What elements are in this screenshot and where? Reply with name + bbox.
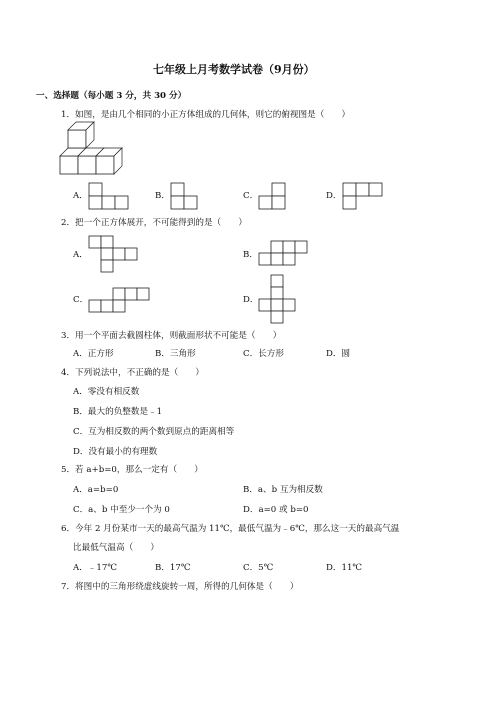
q2-option-b-net [258,240,310,270]
q6-option-d: D．11℃ [326,563,363,573]
q2-option-c: C． [73,295,89,305]
q5-option-c: C．a、b 中至少一个为 0 [73,505,170,515]
q5-option-b: B．a、b 互为相反数 [243,485,323,495]
question-4-stem: 4．下列说法中，不正确的是（ ） [61,368,204,378]
question-3-stem: 3．用一个平面去截圆柱体，则截面形状不可能是（ ） [61,331,282,341]
q1-option-b-figure [170,182,202,212]
page-title: 七年级上月考数学试卷（9月份） [153,63,315,76]
q1-option-c: C． [243,191,259,201]
q1-option-a-figure [88,182,132,212]
q4-option-c: C．互为相反数的两个数到原点的距离相等 [73,427,235,437]
q4-option-a: A．零没有相反数 [73,387,140,397]
q4-option-b: B．最大的负整数是﹣1 [73,407,163,417]
cube-solid-figure [60,128,120,176]
q5-option-a: A．a=b=0 [73,485,119,495]
q2-option-d: D． [243,295,259,305]
cube-front-bottom-left [60,156,78,174]
question-7-stem: 7．将图中的三角形绕虚线旋转一周，所得的几何体是（ ） [61,582,299,592]
q1-option-b: B． [155,191,170,201]
q2-option-b: B． [243,250,258,260]
q1-option-a: A． [73,191,88,201]
q4-option-d: D．没有最小的有理数 [73,447,158,457]
q6-option-c: C．5℃ [243,563,274,573]
q6-option-b: B．17℃ [155,563,191,573]
q1-option-d: D． [326,191,342,201]
question-6-stem-line1: 6．今年 2 月份某市一天的最高气温为 11℃，最低气温为﹣6℃，那么这一天的最高气温 [61,524,400,534]
question-5-stem: 5．若 a+b=0，那么一定有（ ） [61,465,203,475]
q2-option-a-net [88,235,140,275]
question-1-stem: 1．如图，是由几个相同的小正方体组成的几何体，则它的俯视图是（ ） [61,110,351,120]
q2-option-c-net [88,287,152,317]
q1-option-c-figure [258,182,290,212]
q3-option-d: D．圆 [326,349,351,359]
question-2-stem: 2．把一个正方体展开，不可能得到的是（ ） [61,218,247,228]
q2-option-d-net [258,274,298,326]
q3-option-a: A．正方形 [73,349,114,359]
q1-option-d-figure [342,182,386,212]
q3-option-b: B．三角形 [155,349,196,359]
q3-option-c: C．长方形 [243,349,284,359]
section-heading: 一、选择题（每小题 3 分，共 30 分） [36,91,187,101]
question-6-stem-line2: 比最低气温高（ ） [73,543,159,553]
q5-option-d: D．a=0 或 b=0 [243,505,309,515]
q2-option-a: A． [73,250,88,260]
q6-option-a: A．﹣17℃ [73,563,117,573]
